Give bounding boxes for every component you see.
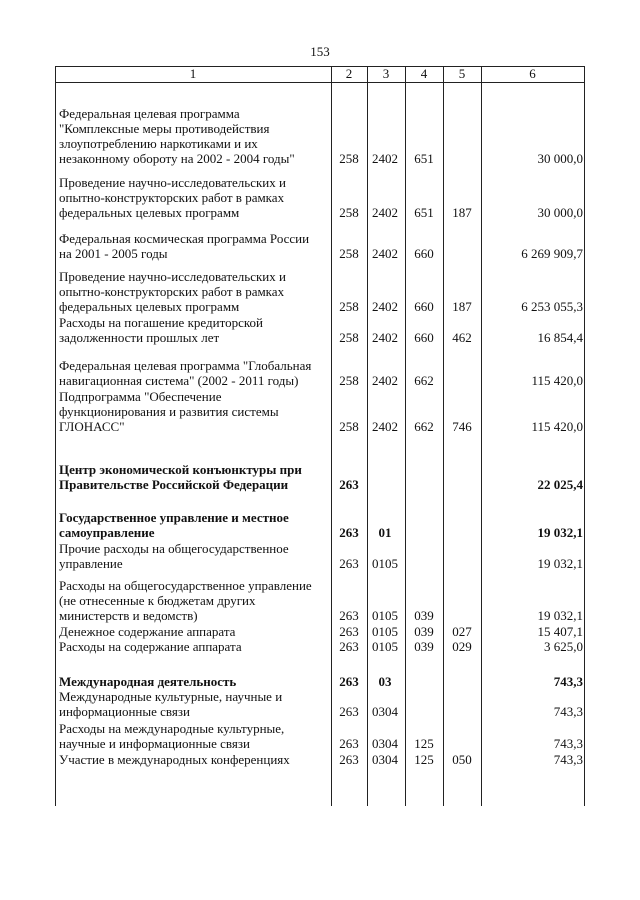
col-header-6: 6 bbox=[529, 66, 536, 81]
cell-col2: 263 bbox=[339, 556, 359, 571]
cell-col2: 263 bbox=[339, 525, 359, 540]
cell-col2: 263 bbox=[339, 608, 359, 623]
header-bottom-border bbox=[55, 82, 585, 83]
row-description: Расходы на содержание аппарата bbox=[59, 639, 242, 654]
cell-col6: 16 854,4 bbox=[537, 330, 583, 345]
cell-col2: 258 bbox=[339, 299, 359, 314]
cell-col3: 2402 bbox=[372, 419, 398, 434]
table-row bbox=[55, 624, 585, 639]
cell-col3: 2402 bbox=[372, 373, 398, 388]
page-number: 153 bbox=[310, 44, 330, 59]
row-description: Федеральная космическая программа России на 2001 - 2005 годы bbox=[59, 231, 310, 261]
cell-col3: 2402 bbox=[372, 330, 398, 345]
row-description: Расходы на международные культурные, научные и информационные связи bbox=[59, 721, 285, 751]
cell-col2: 263 bbox=[339, 624, 359, 639]
cell-col5: 187 bbox=[452, 299, 472, 314]
cell-col6: 6 269 909,7 bbox=[521, 246, 583, 261]
cell-col2: 258 bbox=[339, 419, 359, 434]
cell-col2: 258 bbox=[339, 205, 359, 220]
table-row bbox=[55, 752, 585, 767]
cell-col3: 2402 bbox=[372, 205, 398, 220]
cell-col4: 039 bbox=[414, 608, 434, 623]
cell-col6: 743,3 bbox=[553, 674, 583, 689]
col-header-5: 5 bbox=[458, 66, 466, 81]
row-description: Центр экономической конъюнктуры при Правительстве Российской Федерации bbox=[59, 462, 302, 492]
row-description: Проведение научно-исследовательских и опытно-конструкторских работ в рамках федеральных целевых программ bbox=[59, 175, 286, 220]
table-row bbox=[55, 541, 585, 571]
cell-col6: 743,3 bbox=[553, 736, 583, 751]
cell-col4: 125 bbox=[414, 752, 434, 767]
cell-col3: 0304 bbox=[372, 704, 398, 719]
cell-col2: 258 bbox=[339, 246, 359, 261]
table-row bbox=[55, 689, 585, 719]
cell-col3: 0304 bbox=[372, 752, 398, 767]
cell-col4: 039 bbox=[414, 624, 434, 639]
cell-col2: 263 bbox=[339, 752, 359, 767]
table-row bbox=[55, 106, 585, 166]
table-row-section bbox=[55, 462, 585, 492]
cell-col6: 19 032,1 bbox=[537, 556, 583, 571]
cell-col3: 0105 bbox=[372, 556, 398, 571]
table-row bbox=[55, 639, 585, 654]
cell-col6: 743,3 bbox=[553, 704, 583, 719]
cell-col3: 2402 bbox=[372, 246, 398, 261]
row-description: Подпрограмма "Обеспечение функционирования и развития системы ГЛОНАСС" bbox=[59, 389, 279, 434]
cell-col6: 30 000,0 bbox=[537, 151, 583, 166]
cell-col3: 0105 bbox=[372, 639, 398, 654]
row-description: Прочие расходы на общегосударственное управление bbox=[59, 541, 289, 571]
col-header-4: 4 bbox=[420, 66, 428, 81]
cell-col4: 662 bbox=[414, 419, 434, 434]
row-description: Международные культурные, научные и информационные связи bbox=[59, 689, 283, 719]
col-header-3: 3 bbox=[382, 66, 390, 81]
col-header-1: 1 bbox=[189, 66, 197, 81]
cell-col5: 029 bbox=[452, 639, 472, 654]
cell-col6: 19 032,1 bbox=[537, 608, 583, 623]
col-header-2: 2 bbox=[345, 66, 353, 81]
table-row-section bbox=[55, 674, 585, 689]
row-description: Расходы на общегосударственное управление (не отнесенные к бюджетам других министерств и ведомств) bbox=[59, 578, 312, 623]
row-description: Расходы на погашение кредиторской задолженности прошлых лет bbox=[59, 315, 263, 345]
cell-col4: 651 bbox=[414, 151, 434, 166]
table-row bbox=[55, 389, 585, 434]
cell-col3: 2402 bbox=[372, 299, 398, 314]
cell-col6: 6 253 055,3 bbox=[521, 299, 583, 314]
cell-col2: 258 bbox=[339, 373, 359, 388]
cell-col3: 2402 bbox=[372, 151, 398, 166]
cell-col5: 050 bbox=[452, 752, 472, 767]
row-description: Проведение научно-исследовательских и опытно-конструкторских работ в рамках федеральных целевых программ bbox=[59, 269, 286, 314]
cell-col4: 651 bbox=[414, 205, 434, 220]
cell-col5: 187 bbox=[452, 205, 472, 220]
cell-col2: 258 bbox=[339, 330, 359, 345]
table-row bbox=[55, 578, 585, 623]
cell-col6: 19 032,1 bbox=[537, 525, 583, 540]
cell-col5: 027 bbox=[452, 624, 472, 639]
table-row bbox=[55, 358, 585, 388]
row-description: Участие в международных конференциях bbox=[59, 752, 290, 767]
row-description: Федеральная целевая программа "Комплексные меры противодействия злоупотреблению наркотиками и их незаконному обороту на 2002 - 2004 годы" bbox=[59, 106, 295, 166]
table-row bbox=[55, 231, 585, 261]
table-row bbox=[55, 269, 585, 314]
cell-col4: 125 bbox=[414, 736, 434, 751]
cell-col2: 263 bbox=[339, 704, 359, 719]
cell-col4: 660 bbox=[414, 246, 434, 261]
cell-col3: 0105 bbox=[372, 624, 398, 639]
cell-col4: 662 bbox=[414, 373, 434, 388]
cell-col4: 660 bbox=[414, 299, 434, 314]
cell-col3: 0105 bbox=[372, 608, 398, 623]
cell-col4: 039 bbox=[414, 639, 434, 654]
row-description: Федеральная целевая программа "Глобальная навигационная система" (2002 - 2011 годы) bbox=[59, 358, 312, 388]
cell-col2: 263 bbox=[339, 736, 359, 751]
cell-col3: 01 bbox=[378, 525, 392, 540]
cell-col6: 743,3 bbox=[553, 752, 583, 767]
table-row-section bbox=[55, 510, 585, 540]
cell-col4: 660 bbox=[414, 330, 434, 345]
table-row bbox=[55, 721, 585, 751]
cell-col2: 258 bbox=[339, 151, 359, 166]
cell-col2: 263 bbox=[339, 477, 359, 492]
row-description: Денежное содержание аппарата bbox=[59, 624, 236, 639]
cell-col5: 462 bbox=[452, 330, 472, 345]
cell-col6: 3 625,0 bbox=[544, 639, 583, 654]
cell-col3: 03 bbox=[378, 674, 392, 689]
cell-col2: 263 bbox=[339, 639, 359, 654]
cell-col6: 15 407,1 bbox=[537, 624, 583, 639]
row-description: Государственное управление и местное самоуправление bbox=[59, 510, 289, 540]
cell-col6: 22 025,4 bbox=[537, 477, 583, 492]
row-description: Международная деятельность bbox=[59, 674, 237, 689]
cell-col6: 115 420,0 bbox=[531, 419, 583, 434]
budget-table bbox=[55, 66, 585, 806]
table-row bbox=[55, 175, 585, 220]
cell-col5: 746 bbox=[452, 419, 472, 434]
cell-col6: 30 000,0 bbox=[537, 205, 583, 220]
cell-col6: 115 420,0 bbox=[531, 373, 583, 388]
cell-col2: 263 bbox=[339, 674, 359, 689]
table-row bbox=[55, 315, 585, 345]
cell-col3: 0304 bbox=[372, 736, 398, 751]
